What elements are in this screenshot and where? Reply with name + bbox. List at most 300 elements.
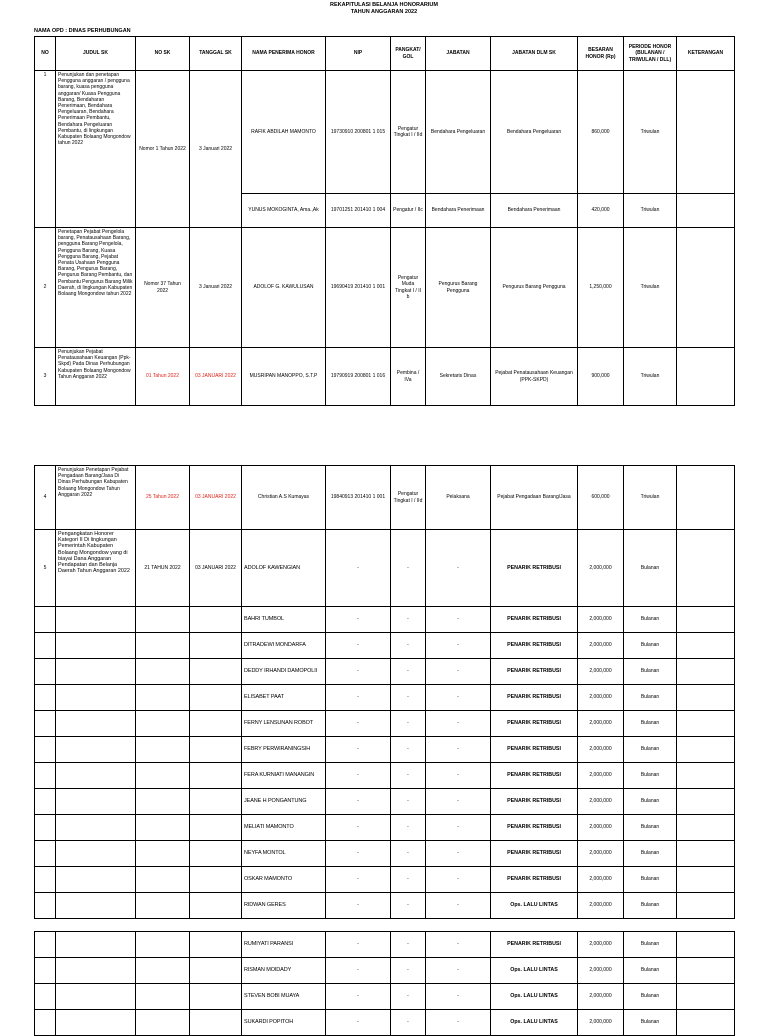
periode: Bulanan	[624, 984, 677, 1010]
table-row	[35, 867, 735, 893]
no-sk	[136, 685, 190, 711]
judul-sk	[56, 1010, 136, 1036]
row-no	[35, 763, 56, 789]
row-no	[35, 958, 56, 984]
jabatan-sk: PENARIK RETRIBUSI	[491, 685, 578, 711]
pangkat: -	[391, 1010, 426, 1036]
row-no: 4	[35, 466, 56, 530]
nama-penerima: ADOLOF G. KAWULUSAN	[242, 228, 326, 348]
nip: -	[326, 607, 391, 633]
jabatan-sk: PENARIK RETRIBUSI	[491, 932, 578, 958]
row-no	[35, 841, 56, 867]
honor: 2,000,000	[578, 763, 624, 789]
judul-sk: Pengangkatan Honorer Kategori II Di lingkungan Pemerintah Kabupaten Bolaang Mongondow yang di biayai Dana Anggaran Pendapatan dan Belanja Daerah Tahun Anggaran 2022	[56, 530, 136, 607]
table-row	[35, 607, 735, 633]
row-no	[35, 893, 56, 919]
tanggal-sk: 03 JANUARI 2022	[190, 530, 242, 607]
no-sk	[136, 867, 190, 893]
table-row	[35, 737, 735, 763]
nama-penerima: FERA KURNIATI MANANGIN	[242, 763, 326, 789]
jabatan-sk: Bendahara Pengeluaran	[491, 71, 578, 194]
pangkat: -	[391, 685, 426, 711]
tanggal-sk: 03 JANUARI 2022	[190, 466, 242, 530]
report-title: REKAPITULASI BELANJA HONORARIUM	[330, 2, 438, 8]
tanggal-sk	[190, 633, 242, 659]
col-pangkat: PANGKAT/ GOL	[391, 37, 426, 71]
tanggal-sk	[190, 841, 242, 867]
table-row	[35, 789, 735, 815]
keterangan	[677, 1010, 735, 1036]
honor: 1,250,000	[578, 228, 624, 348]
nama-penerima: RISMAN MOIDADY	[242, 958, 326, 984]
periode: Bulanan	[624, 530, 677, 607]
nip: -	[326, 984, 391, 1010]
periode: Bulanan	[624, 841, 677, 867]
honor: 2,000,000	[578, 984, 624, 1010]
col-jabatan: JABATAN	[426, 37, 491, 71]
no-sk	[136, 659, 190, 685]
jabatan: -	[426, 984, 491, 1010]
nama-penerima: Christian A.S Kumayas	[242, 466, 326, 530]
jabatan: -	[426, 659, 491, 685]
jabatan-sk: Pejabat Pengadaan Barang/Jasa	[491, 466, 578, 530]
pangkat: -	[391, 763, 426, 789]
keterangan	[677, 685, 735, 711]
row-no: 3	[35, 348, 56, 406]
tanggal-sk	[190, 867, 242, 893]
nama-penerima: YUNUS MOKOGINTA, Ama.,Ak	[242, 194, 326, 228]
no-sk	[136, 893, 190, 919]
jabatan: -	[426, 607, 491, 633]
nip: -	[326, 893, 391, 919]
col-honor: BESARAN HONOR (Rp)	[578, 37, 624, 71]
opd-name: NAMA OPD : DINAS PERHUBUNGAN	[34, 28, 131, 34]
honor: 2,000,000	[578, 711, 624, 737]
judul-sk	[56, 711, 136, 737]
col-no-sk: NO SK	[136, 37, 190, 71]
nama-penerima: SUKARDI POPITOH	[242, 1010, 326, 1036]
nama-penerima: STEVEN BOBI MUAYA	[242, 984, 326, 1010]
table-row	[35, 841, 735, 867]
judul-sk	[56, 659, 136, 685]
jabatan: -	[426, 633, 491, 659]
jabatan: Sekretaris Dinas	[426, 348, 491, 406]
pangkat: -	[391, 984, 426, 1010]
table-row	[35, 815, 735, 841]
honor: 600,000	[578, 466, 624, 530]
judul-sk	[56, 737, 136, 763]
jabatan: -	[426, 685, 491, 711]
jabatan-sk: Ops. LALU LINTAS	[491, 1010, 578, 1036]
judul-sk	[56, 867, 136, 893]
row-no	[35, 1010, 56, 1036]
keterangan	[677, 932, 735, 958]
nip: -	[326, 815, 391, 841]
judul-sk	[56, 685, 136, 711]
jabatan-sk: PENARIK RETRIBUSI	[491, 711, 578, 737]
pangkat: -	[391, 530, 426, 607]
row-no	[35, 607, 56, 633]
jabatan: -	[426, 530, 491, 607]
jabatan: -	[426, 958, 491, 984]
no-sk	[136, 984, 190, 1010]
tanggal-sk	[190, 659, 242, 685]
pangkat: Pengatur Tingkat I / IId	[391, 466, 426, 530]
jabatan-sk: Pejabat Penatausahaan Keuangan (PPK-SKPD)	[491, 348, 578, 406]
nip: -	[326, 737, 391, 763]
header-row	[35, 37, 735, 71]
table-row	[35, 893, 735, 919]
pangkat: -	[391, 932, 426, 958]
honor: 2,000,000	[578, 841, 624, 867]
no-sk: 25 Tahun 2022	[136, 466, 190, 530]
table-row	[35, 1010, 735, 1036]
nama-penerima: BAHRI TUMBOL	[242, 607, 326, 633]
pangkat: -	[391, 815, 426, 841]
periode: Triwulan	[624, 228, 677, 348]
nip: 19790919 200801 1 016	[326, 348, 391, 406]
periode: Bulanan	[624, 893, 677, 919]
nip: -	[326, 841, 391, 867]
keterangan	[677, 867, 735, 893]
col-nip: NIP	[326, 37, 391, 71]
col-nama: NAMA PENERIMA HONOR	[242, 37, 326, 71]
no-sk	[136, 607, 190, 633]
periode: Bulanan	[624, 633, 677, 659]
row-no: 1	[35, 71, 56, 228]
honor: 2,000,000	[578, 1010, 624, 1036]
no-sk	[136, 633, 190, 659]
judul-sk: Penunjukan Penetapan Pejabat Pengadaan Barang/Jasa Di Dinas Perhubungan Kabupaten Bolaang Mongondow Tahun Anggaran 2022	[56, 466, 136, 530]
row-no	[35, 815, 56, 841]
jabatan-sk: PENARIK RETRIBUSI	[491, 659, 578, 685]
row-no	[35, 867, 56, 893]
no-sk	[136, 789, 190, 815]
row-no: 5	[35, 530, 56, 607]
honor: 2,000,000	[578, 789, 624, 815]
table-row	[35, 633, 735, 659]
honor: 2,000,000	[578, 867, 624, 893]
pangkat: -	[391, 711, 426, 737]
nip: -	[326, 685, 391, 711]
keterangan	[677, 958, 735, 984]
table-row	[35, 348, 735, 406]
honor-table-section-3	[34, 931, 735, 1036]
periode: Bulanan	[624, 685, 677, 711]
judul-sk: Penunjukan Pejabat Penatausahaan Keuangan (Ppk-Skpd) Pada Dinas Perhubungan Kabupaten Bolaang Mongondow Tahun Anggaran 2022	[56, 348, 136, 406]
nama-penerima: DEDDY IRHANDI DAMOPOLII	[242, 659, 326, 685]
table-row	[35, 932, 735, 958]
no-sk: 21 TAHUN 2022	[136, 530, 190, 607]
keterangan	[677, 607, 735, 633]
table-row	[35, 958, 735, 984]
periode: Bulanan	[624, 711, 677, 737]
keterangan	[677, 530, 735, 607]
keterangan	[677, 841, 735, 867]
pangkat: Pengatur Tingkat I / IId	[391, 71, 426, 194]
jabatan: -	[426, 893, 491, 919]
table-row	[35, 71, 735, 194]
no-sk: Nomor 1 Tahun 2022	[136, 71, 190, 228]
jabatan: -	[426, 789, 491, 815]
nama-penerima: RUMIYATI PARANSI	[242, 932, 326, 958]
keterangan	[677, 466, 735, 530]
honor: 2,000,000	[578, 685, 624, 711]
honor: 2,000,000	[578, 633, 624, 659]
nama-penerima: MELIATI MAMONTO	[242, 815, 326, 841]
keterangan	[677, 228, 735, 348]
no-sk	[136, 841, 190, 867]
judul-sk	[56, 633, 136, 659]
jabatan-sk: PENARIK RETRIBUSI	[491, 815, 578, 841]
col-periode: PERIODE HONOR (BULANAN / TRIWULAN / DLL)	[624, 37, 677, 71]
nip: -	[326, 1010, 391, 1036]
honor: 420,000	[578, 194, 624, 228]
row-no: 2	[35, 228, 56, 348]
row-no	[35, 711, 56, 737]
pangkat: Pengatur / IIc	[391, 194, 426, 228]
report-year: TAHUN ANGGARAN 2022	[350, 9, 418, 15]
pangkat: -	[391, 958, 426, 984]
pangkat: Pengatur Muda Tingkat I / II b	[391, 228, 426, 348]
jabatan-sk: Pengurus Barang Pengguna	[491, 228, 578, 348]
nip: -	[326, 530, 391, 607]
table-row	[35, 466, 735, 530]
nip: 19730910 200801 1 015	[326, 71, 391, 194]
honor-table-section-1	[34, 36, 735, 406]
jabatan-sk: PENARIK RETRIBUSI	[491, 633, 578, 659]
no-sk	[136, 711, 190, 737]
nama-penerima: NEYFA MONTOL	[242, 841, 326, 867]
periode: Triwulan	[624, 194, 677, 228]
jabatan: Bendahara Pengeluaran	[426, 71, 491, 194]
judul-sk	[56, 763, 136, 789]
keterangan	[677, 71, 735, 194]
tanggal-sk	[190, 711, 242, 737]
periode: Bulanan	[624, 958, 677, 984]
periode: Bulanan	[624, 607, 677, 633]
nip: -	[326, 958, 391, 984]
nip: -	[326, 659, 391, 685]
tanggal-sk	[190, 789, 242, 815]
no-sk: 01 Tahun 2022	[136, 348, 190, 406]
jabatan: Pelaksana	[426, 466, 491, 530]
nama-penerima: DITRADEWI MONDARFA	[242, 633, 326, 659]
judul-sk	[56, 984, 136, 1010]
pangkat: Pembina / IVa	[391, 348, 426, 406]
tanggal-sk: 03 JANUARI 2022	[190, 348, 242, 406]
judul-sk: Penunjukan dan penetapan Pengguna anggaran / pengguna barang, kuasa pengguna anggaran/ Kuasa Pengguna Barang, Bendaharan Penerimaan, Bendahara Pengeluaran, Bendahara Penerimaan Pembantu, Bendahara Pengeluaran Pembantu, di lingkungan Kabupaten Bolaang Mongondow tahun 2022	[56, 71, 136, 228]
honor: 2,000,000	[578, 530, 624, 607]
keterangan	[677, 815, 735, 841]
honor: 2,000,000	[578, 958, 624, 984]
keterangan	[677, 984, 735, 1010]
jabatan-sk: Ops. LALU LINTAS	[491, 984, 578, 1010]
tanggal-sk	[190, 607, 242, 633]
pangkat: -	[391, 607, 426, 633]
tanggal-sk: 3 Januari 2022	[190, 71, 242, 228]
nama-penerima: RIDWAN GERES	[242, 893, 326, 919]
nama-penerima: RAFIK ABDILAH MAMONTO	[242, 71, 326, 194]
jabatan: -	[426, 867, 491, 893]
pangkat: -	[391, 867, 426, 893]
pangkat: -	[391, 737, 426, 763]
no-sk	[136, 958, 190, 984]
keterangan	[677, 737, 735, 763]
pangkat: -	[391, 893, 426, 919]
table-row	[35, 984, 735, 1010]
honor: 2,000,000	[578, 737, 624, 763]
nip: 19701251 201410 1 004	[326, 194, 391, 228]
honor: 900,000	[578, 348, 624, 406]
jabatan: -	[426, 711, 491, 737]
nama-penerima: FEBRY PERWIRANINGSIH	[242, 737, 326, 763]
honor: 2,000,000	[578, 659, 624, 685]
jabatan: Bendahara Penerimaan	[426, 194, 491, 228]
table-row	[35, 763, 735, 789]
nama-penerima: MUSRIPAN MANOPPO, S.T.P	[242, 348, 326, 406]
nip: -	[326, 789, 391, 815]
periode: Triwulan	[624, 348, 677, 406]
no-sk: Nomor 37 Tahun 2022	[136, 228, 190, 348]
tanggal-sk	[190, 958, 242, 984]
nip: 19690419 201410 1 001	[326, 228, 391, 348]
judul-sk	[56, 607, 136, 633]
jabatan: -	[426, 1010, 491, 1036]
table-row	[35, 659, 735, 685]
tanggal-sk	[190, 737, 242, 763]
honor: 2,000,000	[578, 815, 624, 841]
jabatan-sk: Ops. LALU LINTAS	[491, 893, 578, 919]
nama-penerima: ADOLOF KAWENGIAN	[242, 530, 326, 607]
jabatan: -	[426, 841, 491, 867]
row-no	[35, 932, 56, 958]
periode: Bulanan	[624, 1010, 677, 1036]
nama-penerima: JEANE H PONGANTUNG	[242, 789, 326, 815]
periode: Bulanan	[624, 737, 677, 763]
keterangan	[677, 659, 735, 685]
tanggal-sk	[190, 763, 242, 789]
jabatan-sk: PENARIK RETRIBUSI	[491, 737, 578, 763]
nip: -	[326, 867, 391, 893]
periode: Bulanan	[624, 763, 677, 789]
periode: Triwulan	[624, 466, 677, 530]
table-row	[35, 228, 735, 348]
col-jabatan-sk: JABATAN DLM SK	[491, 37, 578, 71]
table-row	[35, 685, 735, 711]
tanggal-sk	[190, 893, 242, 919]
no-sk	[136, 815, 190, 841]
jabatan: -	[426, 932, 491, 958]
row-no	[35, 789, 56, 815]
judul-sk	[56, 958, 136, 984]
jabatan-sk: PENARIK RETRIBUSI	[491, 867, 578, 893]
jabatan: -	[426, 815, 491, 841]
nip: -	[326, 932, 391, 958]
nip: -	[326, 711, 391, 737]
no-sk	[136, 737, 190, 763]
col-no: NO	[35, 37, 56, 71]
tanggal-sk	[190, 815, 242, 841]
nip: 19840913 201410 1 001	[326, 466, 391, 530]
no-sk	[136, 932, 190, 958]
periode: Bulanan	[624, 815, 677, 841]
pangkat: -	[391, 841, 426, 867]
keterangan	[677, 789, 735, 815]
jabatan: -	[426, 737, 491, 763]
row-no	[35, 685, 56, 711]
periode: Bulanan	[624, 867, 677, 893]
keterangan	[677, 763, 735, 789]
nip: -	[326, 633, 391, 659]
honor: 2,000,000	[578, 607, 624, 633]
periode: Bulanan	[624, 932, 677, 958]
judul-sk: Penetapan Pejabat Pengelola barang, Penatausahaan Barang, pengguna Barang Pengelola, Pengguna Barang, Kuasa Pengguna Barang, Pejabat Penata Usahaan Pengguna Barang, Pengurus Barang, Pengurus Barang Pembantu, dan Pembantu Pengurus Barang Milik Daerah, di lingkungan Kabupaten Bolaang Mongondow tahun 2022	[56, 228, 136, 348]
pangkat: -	[391, 633, 426, 659]
col-keterangan: KETERANGAN	[677, 37, 735, 71]
no-sk	[136, 1010, 190, 1036]
nama-penerima: OSKAR MAMONTO	[242, 867, 326, 893]
tanggal-sk	[190, 932, 242, 958]
keterangan	[677, 711, 735, 737]
tanggal-sk	[190, 1010, 242, 1036]
jabatan-sk: PENARIK RETRIBUSI	[491, 841, 578, 867]
table-row	[35, 530, 735, 607]
judul-sk	[56, 893, 136, 919]
honor-table-section-2	[34, 465, 735, 919]
honor: 2,000,000	[578, 893, 624, 919]
jabatan-sk: PENARIK RETRIBUSI	[491, 607, 578, 633]
keterangan	[677, 348, 735, 406]
honor: 2,000,000	[578, 932, 624, 958]
row-no	[35, 633, 56, 659]
jabatan-sk: PENARIK RETRIBUSI	[491, 763, 578, 789]
keterangan	[677, 893, 735, 919]
tanggal-sk	[190, 984, 242, 1010]
jabatan-sk: PENARIK RETRIBUSI	[491, 789, 578, 815]
pangkat: -	[391, 789, 426, 815]
pangkat: -	[391, 659, 426, 685]
jabatan-sk: Ops. LALU LINTAS	[491, 958, 578, 984]
jabatan-sk: PENARIK RETRIBUSI	[491, 530, 578, 607]
judul-sk	[56, 841, 136, 867]
nama-penerima: FERNY LENSUNAN ROBOT	[242, 711, 326, 737]
row-no	[35, 659, 56, 685]
judul-sk	[56, 932, 136, 958]
col-tanggal-sk: TANGGAL SK	[190, 37, 242, 71]
row-no	[35, 984, 56, 1010]
no-sk	[136, 763, 190, 789]
judul-sk	[56, 815, 136, 841]
nama-penerima: ELISABET PAAT	[242, 685, 326, 711]
judul-sk	[56, 789, 136, 815]
periode: Triwulan	[624, 71, 677, 194]
col-judul-sk: JUDUL SK	[56, 37, 136, 71]
jabatan: -	[426, 763, 491, 789]
table-row	[35, 711, 735, 737]
honor: 860,000	[578, 71, 624, 194]
keterangan	[677, 633, 735, 659]
jabatan-sk: Bendahara Penerimaan	[491, 194, 578, 228]
keterangan	[677, 194, 735, 228]
tanggal-sk	[190, 685, 242, 711]
jabatan: Pengurus Barang Pengguna	[426, 228, 491, 348]
nip: -	[326, 763, 391, 789]
periode: Bulanan	[624, 789, 677, 815]
row-no	[35, 737, 56, 763]
tanggal-sk: 3 Januari 2022	[190, 228, 242, 348]
periode: Bulanan	[624, 659, 677, 685]
